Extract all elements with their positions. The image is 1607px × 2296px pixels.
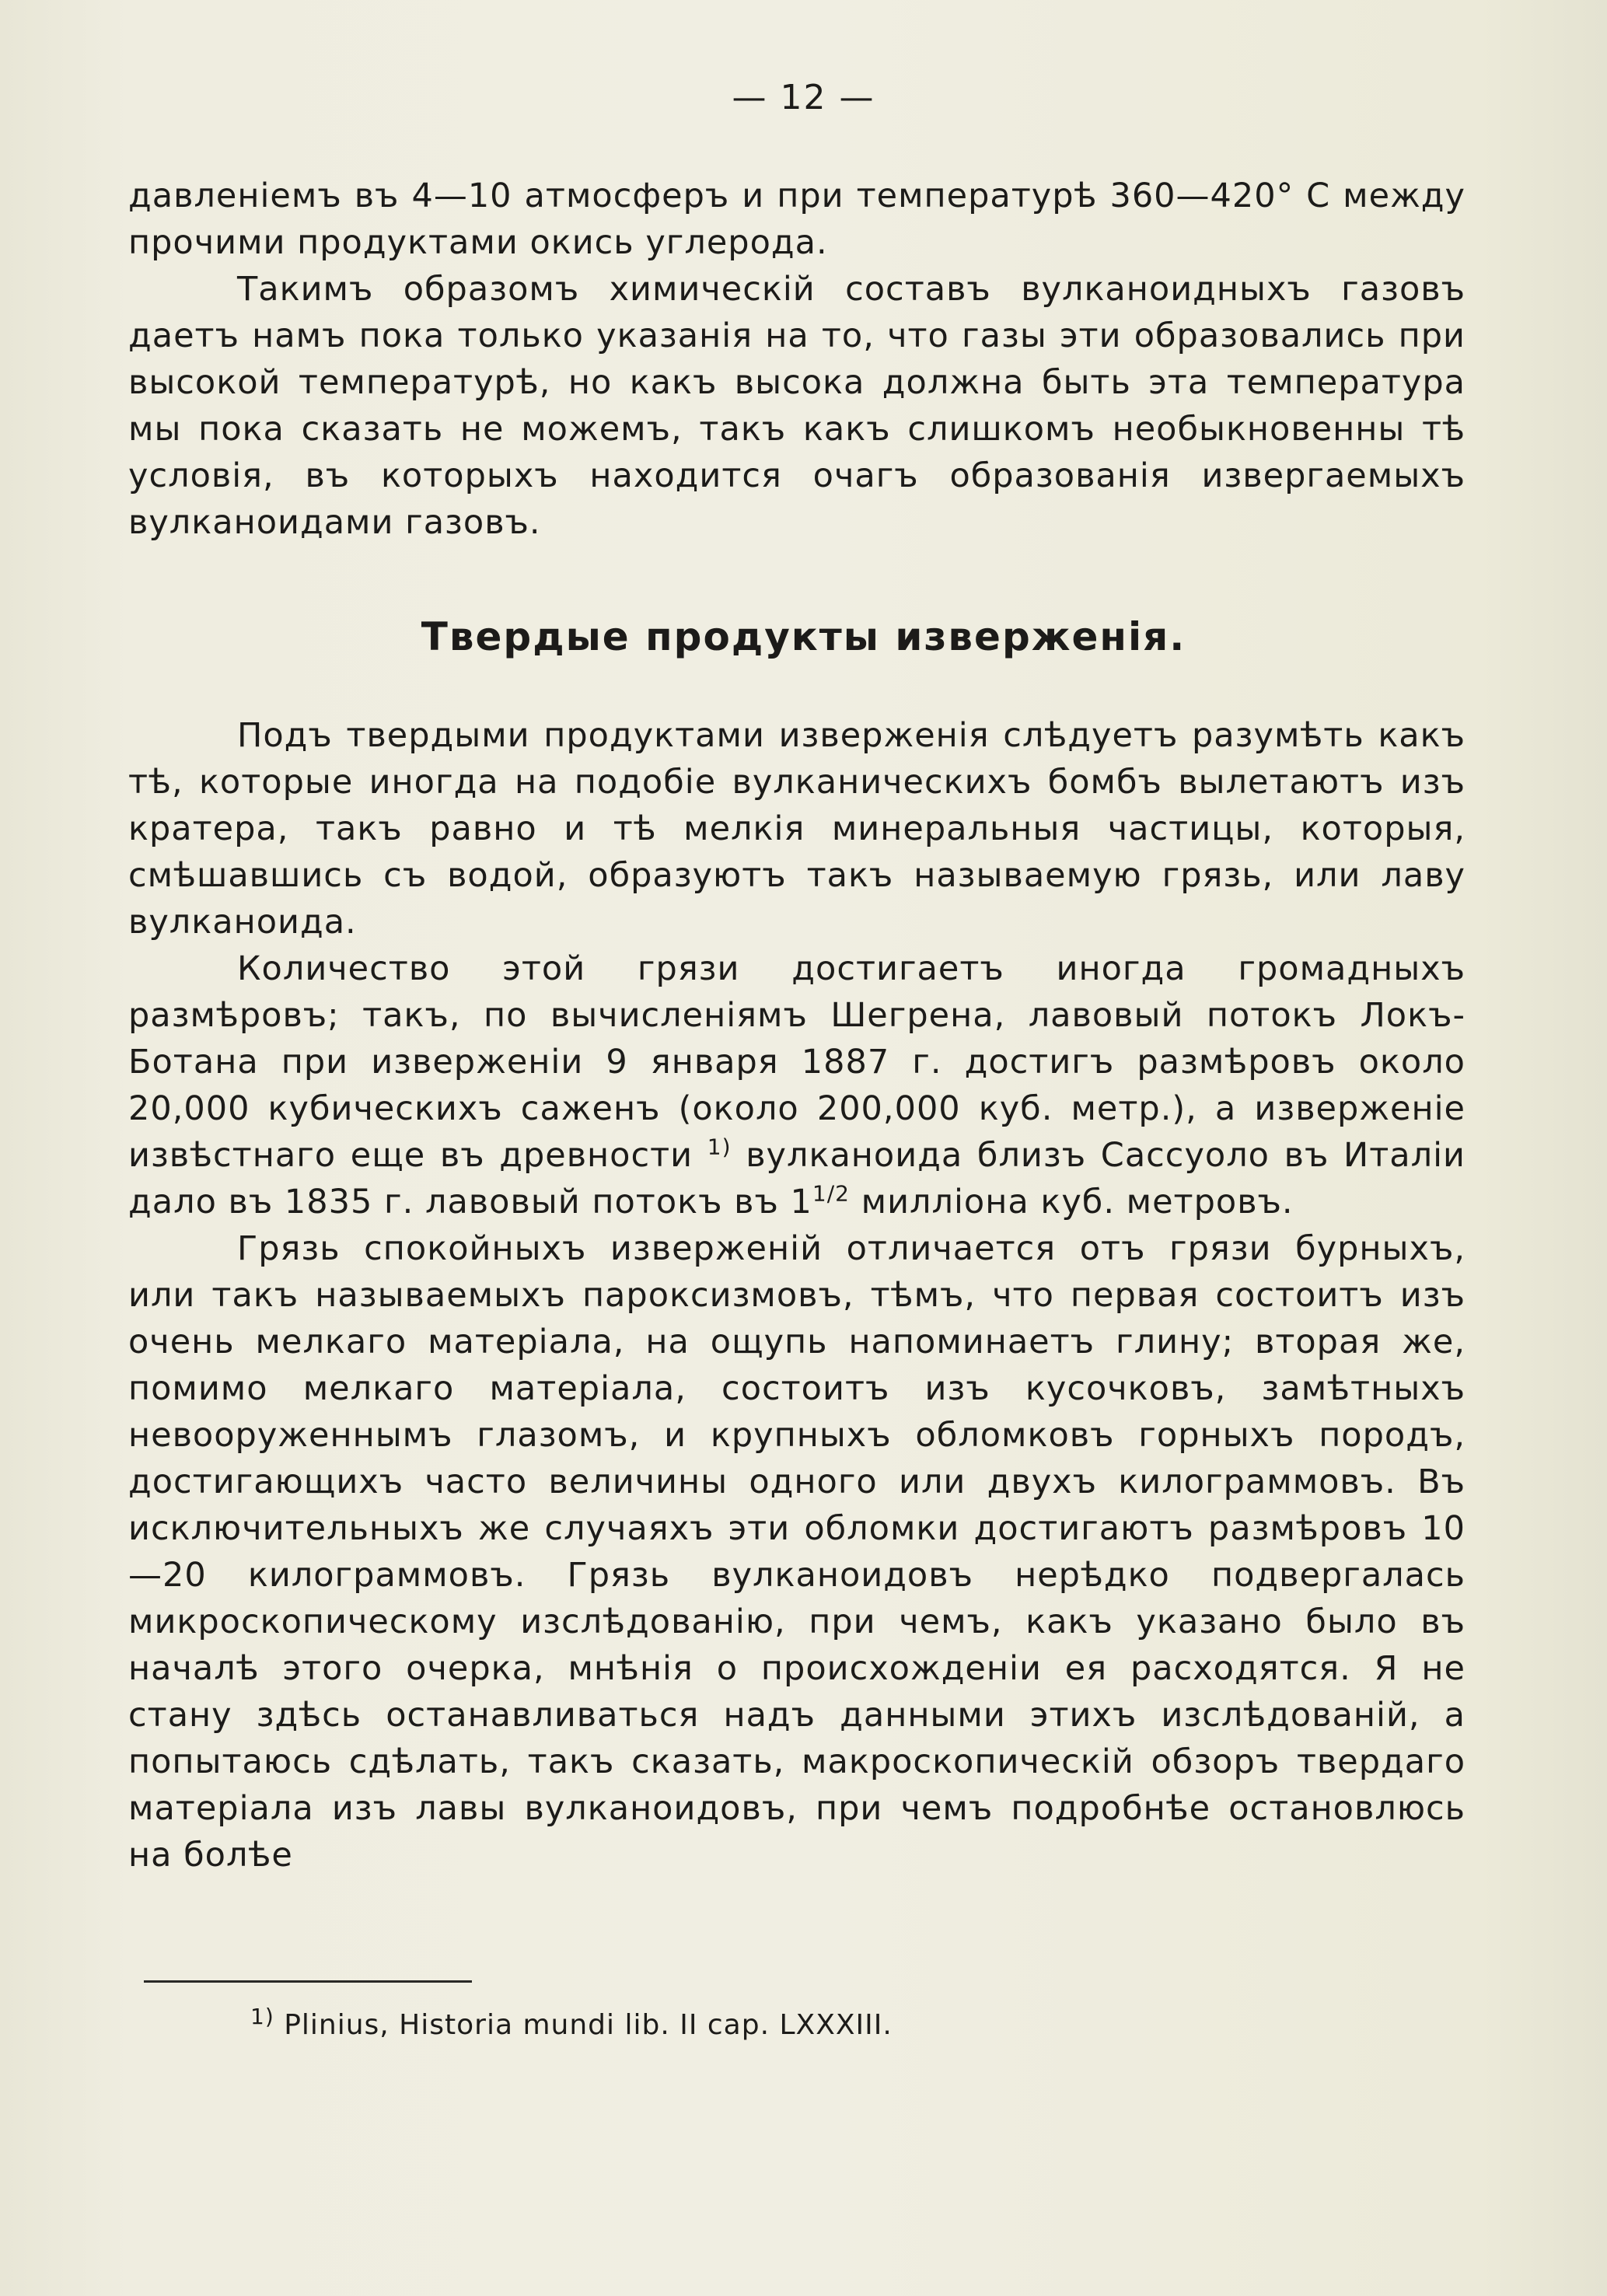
paragraph-3: Подъ твердыми продуктами изверженія слѣдуетъ разумѣть какъ тѣ, которые иногда на подобіе вулканическихъ бомбъ вылетаютъ изъ кратера, такъ равно и тѣ мелкія минеральныя частицы, которыя, смѣшавшись съ водой, образуютъ такъ называемую грязь, или лаву вулканоида.	[128, 716, 1466, 942]
footnote-text: Plinius, Historia mundi lib. II cap. LXXXIII.	[274, 2009, 893, 2041]
section-heading: Твердые продукты изверженія.	[421, 614, 1186, 659]
paragraph-4-part-a: Количество этой грязи достигаетъ иногда громадныхъ размѣровъ; такъ, по вычисленіямъ Шегрена, лавовый потокъ Локъ-Ботана при изверженіи 9 января 1887 г. достигъ размѣровъ около 20,000 кубическихъ саженъ (около 200,000 куб. метр.), а изверженіе извѣстнаго еще въ древности	[128, 949, 1466, 1175]
footnote-reference: 1)	[707, 1134, 732, 1160]
paragraph-4-part-b: вулканоида близъ Сассуоло въ Италіи дало въ 1835 г. лавовый потокъ въ 1	[128, 1136, 1466, 1221]
paragraph-2: Такимъ образомъ химическій составъ вулканоидныхъ газовъ даетъ намъ пока только указанія на то, что газы эти образовались при высокой температурѣ, но какъ высока должна быть эта температура мы пока сказать не можемъ, такъ какъ слишкомъ необыкновенны тѣ условія, въ которыхъ находится очагъ образованія извергаемыхъ вулканоидами газовъ.	[128, 270, 1466, 542]
footnote	[250, 2004, 893, 2041]
text-block-top	[128, 173, 1466, 546]
paragraph-1: давленіемъ въ 4—10 атмосферъ и при температурѣ 360—420° C между прочими продуктами окись углерода.	[128, 176, 1466, 262]
footnote-divider	[144, 1980, 472, 1983]
text-block-main	[128, 712, 1466, 1878]
paragraph-4	[128, 945, 1466, 1225]
footnote-marker: 1)	[250, 2004, 274, 2029]
paragraph-4-part-c: милліона куб. метровъ.	[849, 1183, 1294, 1221]
page-number: — 12 —	[732, 78, 875, 117]
fraction: 1/2	[812, 1180, 850, 1207]
paragraph-5: Грязь спокойныхъ изверженій отличается отъ грязи бурныхъ, или такъ называемыхъ пароксизмовъ, тѣмъ, что первая состоитъ изъ очень мелкаго матеріала, на ощупь напоминаетъ глину; вторая же, помимо мелкаго матеріала, состоитъ изъ кусочковъ, замѣтныхъ невооруженнымъ глазомъ, и крупныхъ обломковъ горныхъ породъ, достигающихъ часто величины одного или двухъ килограммовъ. Въ исключительныхъ же случаяхъ эти обломки достигаютъ размѣровъ 10—20 килограммовъ. Грязь вулканоидовъ нерѣдко подвергалась микроскопическому изслѣдованію, при чемъ, какъ указано было въ началѣ этого очерка, мнѣнія о происхожденіи ея расходятся. Я не стану здѣсь останавливаться надъ данными этихъ изслѣдованій, а попытаюсь сдѣлать, такъ сказать, макроскопическій обзоръ твердаго матеріала изъ лавы вулканоидовъ, при чемъ подробнѣе остановлюсь на болѣе	[128, 1229, 1466, 1875]
